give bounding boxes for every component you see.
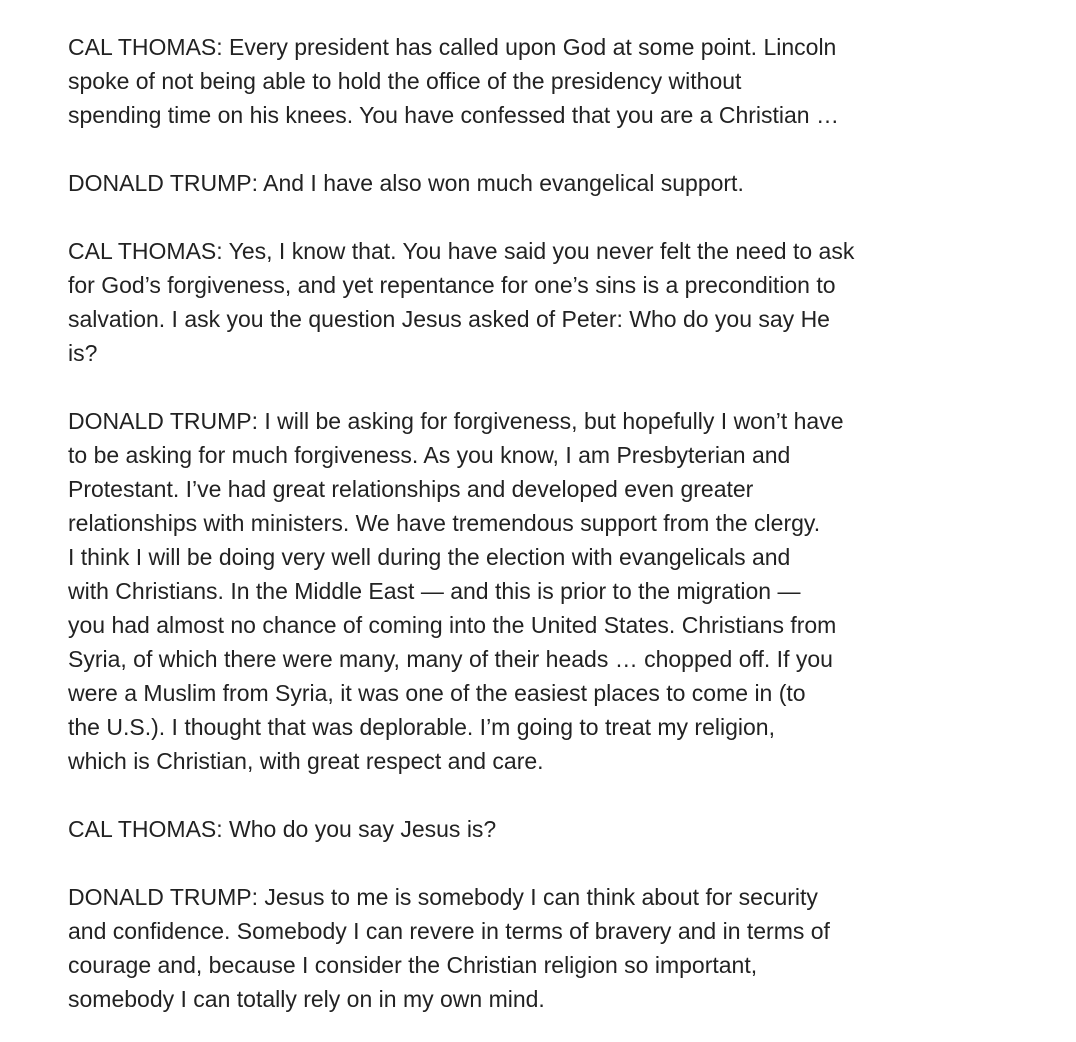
text-line: which is Christian, with great respect and care.	[68, 748, 544, 774]
text-line: for God’s forgiveness, and yet repentance for one’s sins is a precondition to	[68, 272, 836, 298]
interview-transcript	[68, 30, 948, 1016]
text-line: DONALD TRUMP: Jesus to me is somebody I can think about for security	[68, 884, 818, 910]
text-line: courage and, because I consider the Christian religion so important,	[68, 952, 758, 978]
transcript-paragraph-donald-trump-2	[68, 404, 948, 778]
text-line: CAL THOMAS: Who do you say Jesus is?	[68, 816, 497, 842]
text-line: CAL THOMAS: Every president has called upon God at some point. Lincoln	[68, 34, 837, 60]
text-line: the U.S.). I thought that was deplorable. I’m going to treat my religion,	[68, 714, 775, 740]
text-line: CAL THOMAS: Yes, I know that. You have said you never felt the need to ask	[68, 238, 855, 264]
transcript-paragraph-donald-trump-1	[68, 166, 948, 200]
transcript-paragraph-cal-thomas-3	[68, 812, 948, 846]
text-line: is?	[68, 340, 98, 366]
text-line: spending time on his knees. You have confessed that you are a Christian …	[68, 102, 839, 128]
transcript-paragraph-cal-thomas-1	[68, 30, 948, 132]
text-line: Protestant. I’ve had great relationships and developed even greater	[68, 476, 754, 502]
text-line: I think I will be doing very well during the election with evangelicals and	[68, 544, 791, 570]
text-line: DONALD TRUMP: I will be asking for forgiveness, but hopefully I won’t have	[68, 408, 844, 434]
transcript-paragraph-cal-thomas-2	[68, 234, 948, 370]
text-line: to be asking for much forgiveness. As you know, I am Presbyterian and	[68, 442, 791, 468]
text-line: and confidence. Somebody I can revere in terms of bravery and in terms of	[68, 918, 830, 944]
text-line: somebody I can totally rely on in my own mind.	[68, 986, 545, 1012]
text-line: you had almost no chance of coming into the United States. Christians from	[68, 612, 837, 638]
text-line: salvation. I ask you the question Jesus asked of Peter: Who do you say He	[68, 306, 830, 332]
text-line: with Christians. In the Middle East — and this is prior to the migration —	[68, 578, 801, 604]
text-line: spoke of not being able to hold the office of the presidency without	[68, 68, 742, 94]
text-line: DONALD TRUMP: And I have also won much evangelical support.	[68, 170, 744, 196]
text-line: were a Muslim from Syria, it was one of the easiest places to come in (to	[68, 680, 806, 706]
text-line: relationships with ministers. We have tremendous support from the clergy.	[68, 510, 821, 536]
text-line: Syria, of which there were many, many of their heads … chopped off. If you	[68, 646, 833, 672]
transcript-paragraph-donald-trump-3	[68, 880, 948, 1016]
